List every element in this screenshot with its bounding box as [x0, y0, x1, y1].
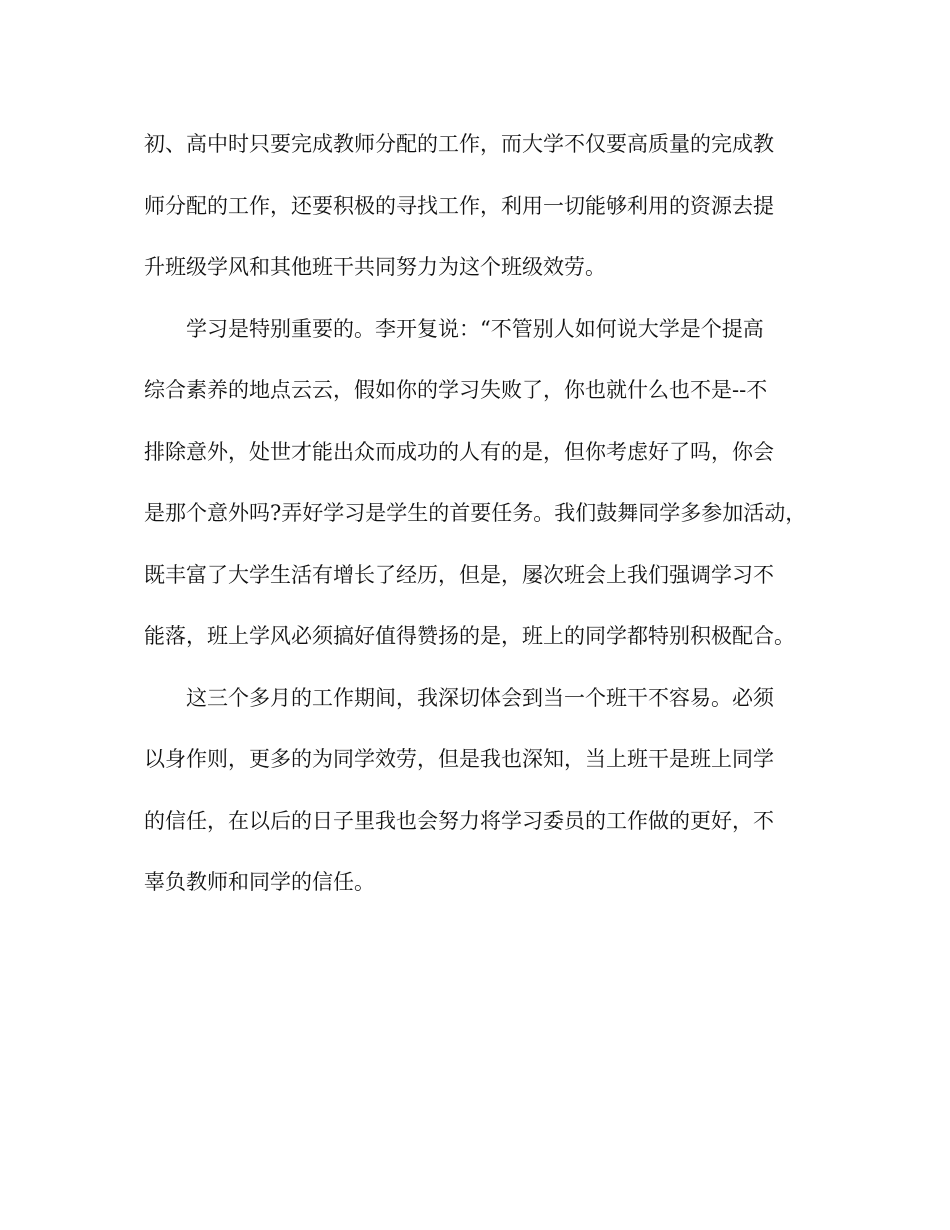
- text-line: 既丰富了大学生活有增长了经历，但是，屡次班会上我们强调学习不: [144, 562, 774, 587]
- text-line: 辜负教师和同学的信任。: [144, 870, 375, 894]
- text-line: 排除意外，处世才能出众而成功的人有的是，但你考虑好了吗，你会: [144, 439, 774, 464]
- text-line: 学习是特别重要的。李开复说：“不管别人如何说大学是个提高: [186, 316, 764, 341]
- text-line: 综合素养的地点云云，假如你的学习失败了，你也就什么也不是--不: [144, 378, 768, 402]
- text-line: 的信任，在以后的日子里我也会努力将学习委员的工作做的更好，不: [144, 808, 774, 833]
- text-line: 这三个多月的工作期间，我深切体会到当一个班干不容易。必须: [186, 685, 774, 710]
- text-line: 能落，班上学风必须搞好值得赞扬的是，班上的同学都特别积极配合。: [144, 624, 795, 648]
- text-line: 是那个意外吗?弄好学习是学生的首要任务。我们鼓舞同学多参加活动，: [144, 501, 807, 525]
- text-line: 以身作则，更多的为同学效劳，但是我也深知，当上班干是班上同学: [144, 747, 774, 771]
- body-text: [144, 122, 834, 922]
- text-line: 初、高中时只要完成教师分配的工作，而大学不仅要高质量的完成教: [144, 132, 774, 156]
- text-line: 师分配的工作，还要积极的寻找工作，利用一切能够利用的资源去提: [144, 193, 774, 218]
- text-line: 升班级学风和其他班干共同努力为这个班级效劳。: [144, 255, 606, 279]
